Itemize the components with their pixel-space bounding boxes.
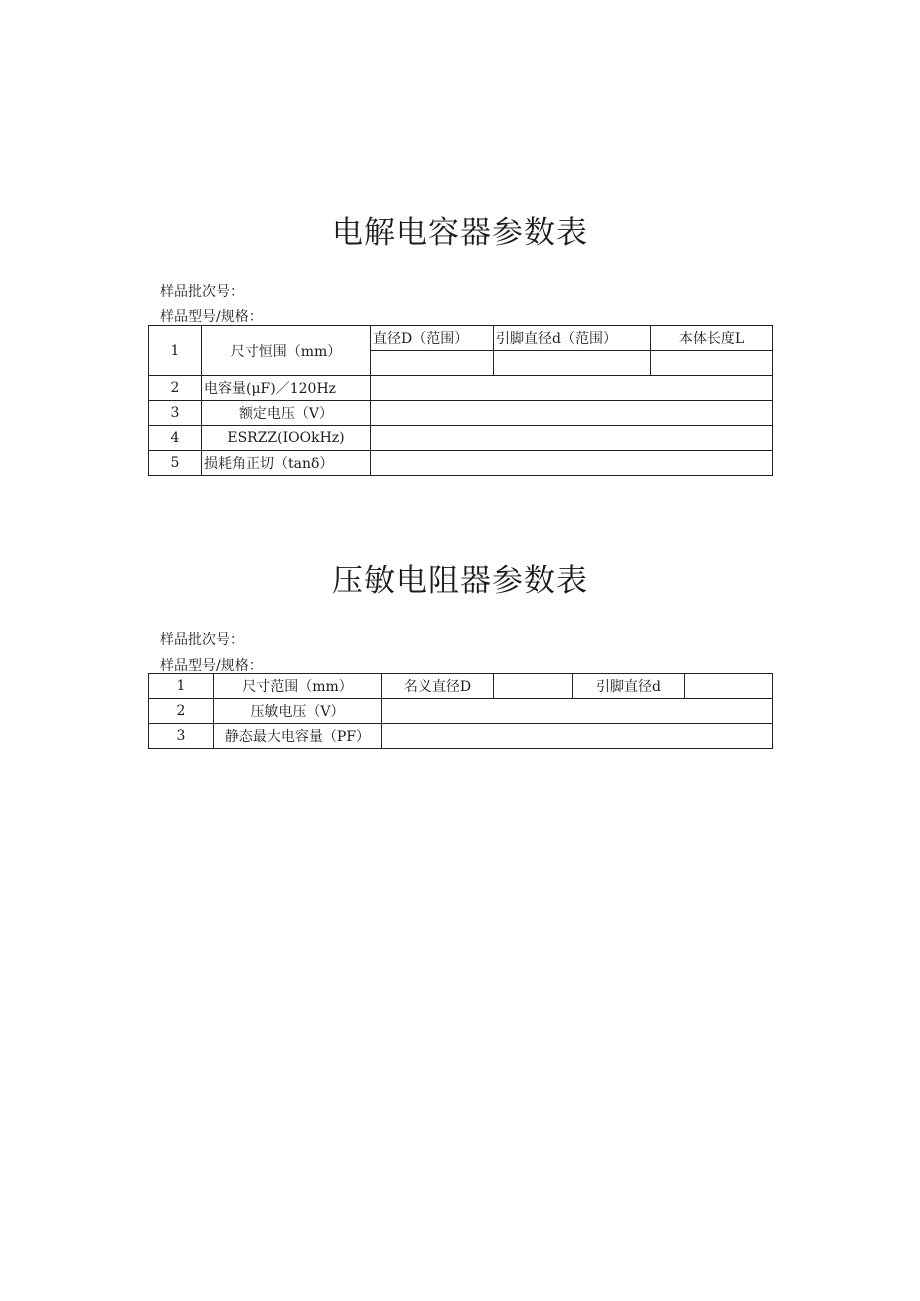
row-number: 1 (149, 326, 202, 376)
varistor-model-label: 样品型号/规格： (160, 658, 263, 674)
value-cell-lead-diameter[interactable] (685, 674, 773, 699)
table-row (149, 326, 773, 351)
table-row (149, 451, 773, 476)
table-row (149, 699, 773, 724)
varistor-table (148, 673, 773, 749)
table-row (149, 674, 773, 699)
row-param-name: 尺寸范围（mm） (214, 674, 382, 699)
header-diameter: 直径D（范围） (371, 326, 494, 351)
varistor-batch-label: 样品批次号： (160, 632, 244, 648)
header-lead-diameter: 引脚直径d（范围） (494, 326, 651, 351)
header-body-length: 本体长度L (651, 326, 773, 351)
value-cell[interactable] (371, 376, 773, 401)
row-param-name: 额定电压（V） (202, 401, 371, 426)
row-number: 1 (149, 674, 214, 699)
row-number: 5 (149, 451, 202, 476)
row-number: 3 (149, 724, 214, 749)
capacitor-title: 电解电容器参数表 (332, 215, 588, 251)
value-cell[interactable] (371, 451, 773, 476)
header-lead-diameter: 引脚直径d (573, 674, 685, 699)
value-cell-body-length[interactable] (651, 351, 773, 376)
table-row (149, 426, 773, 451)
capacitor-table (148, 325, 773, 476)
table-row (149, 724, 773, 749)
value-cell[interactable] (371, 426, 773, 451)
table-row (149, 401, 773, 426)
row-param-name: 静态最大电容量（PF） (214, 724, 382, 749)
row-number: 2 (149, 376, 202, 401)
row-param-name: ESRZZ(IOOkHz) (202, 426, 371, 451)
row-param-name: 电容量(μF)／120Hz (202, 376, 371, 401)
capacitor-model-label: 样品型号/规格： (160, 309, 263, 325)
value-cell[interactable] (382, 699, 773, 724)
row-param-name: 压敏电压（V） (214, 699, 382, 724)
value-cell[interactable] (382, 724, 773, 749)
row-param-name: 尺寸恒围（mm） (202, 326, 371, 376)
value-cell-diameter[interactable] (371, 351, 494, 376)
row-number: 3 (149, 401, 202, 426)
table-row (149, 376, 773, 401)
row-number: 2 (149, 699, 214, 724)
row-param-name: 损耗角正切（tanδ） (202, 451, 371, 476)
capacitor-batch-label: 样品批次号： (160, 284, 244, 300)
header-nominal-diameter: 名义直径D (382, 674, 494, 699)
value-cell-nominal-diameter[interactable] (494, 674, 573, 699)
varistor-title: 压敏电阻器参数表 (332, 563, 588, 599)
value-cell[interactable] (371, 401, 773, 426)
row-number: 4 (149, 426, 202, 451)
value-cell-lead-diameter[interactable] (494, 351, 651, 376)
